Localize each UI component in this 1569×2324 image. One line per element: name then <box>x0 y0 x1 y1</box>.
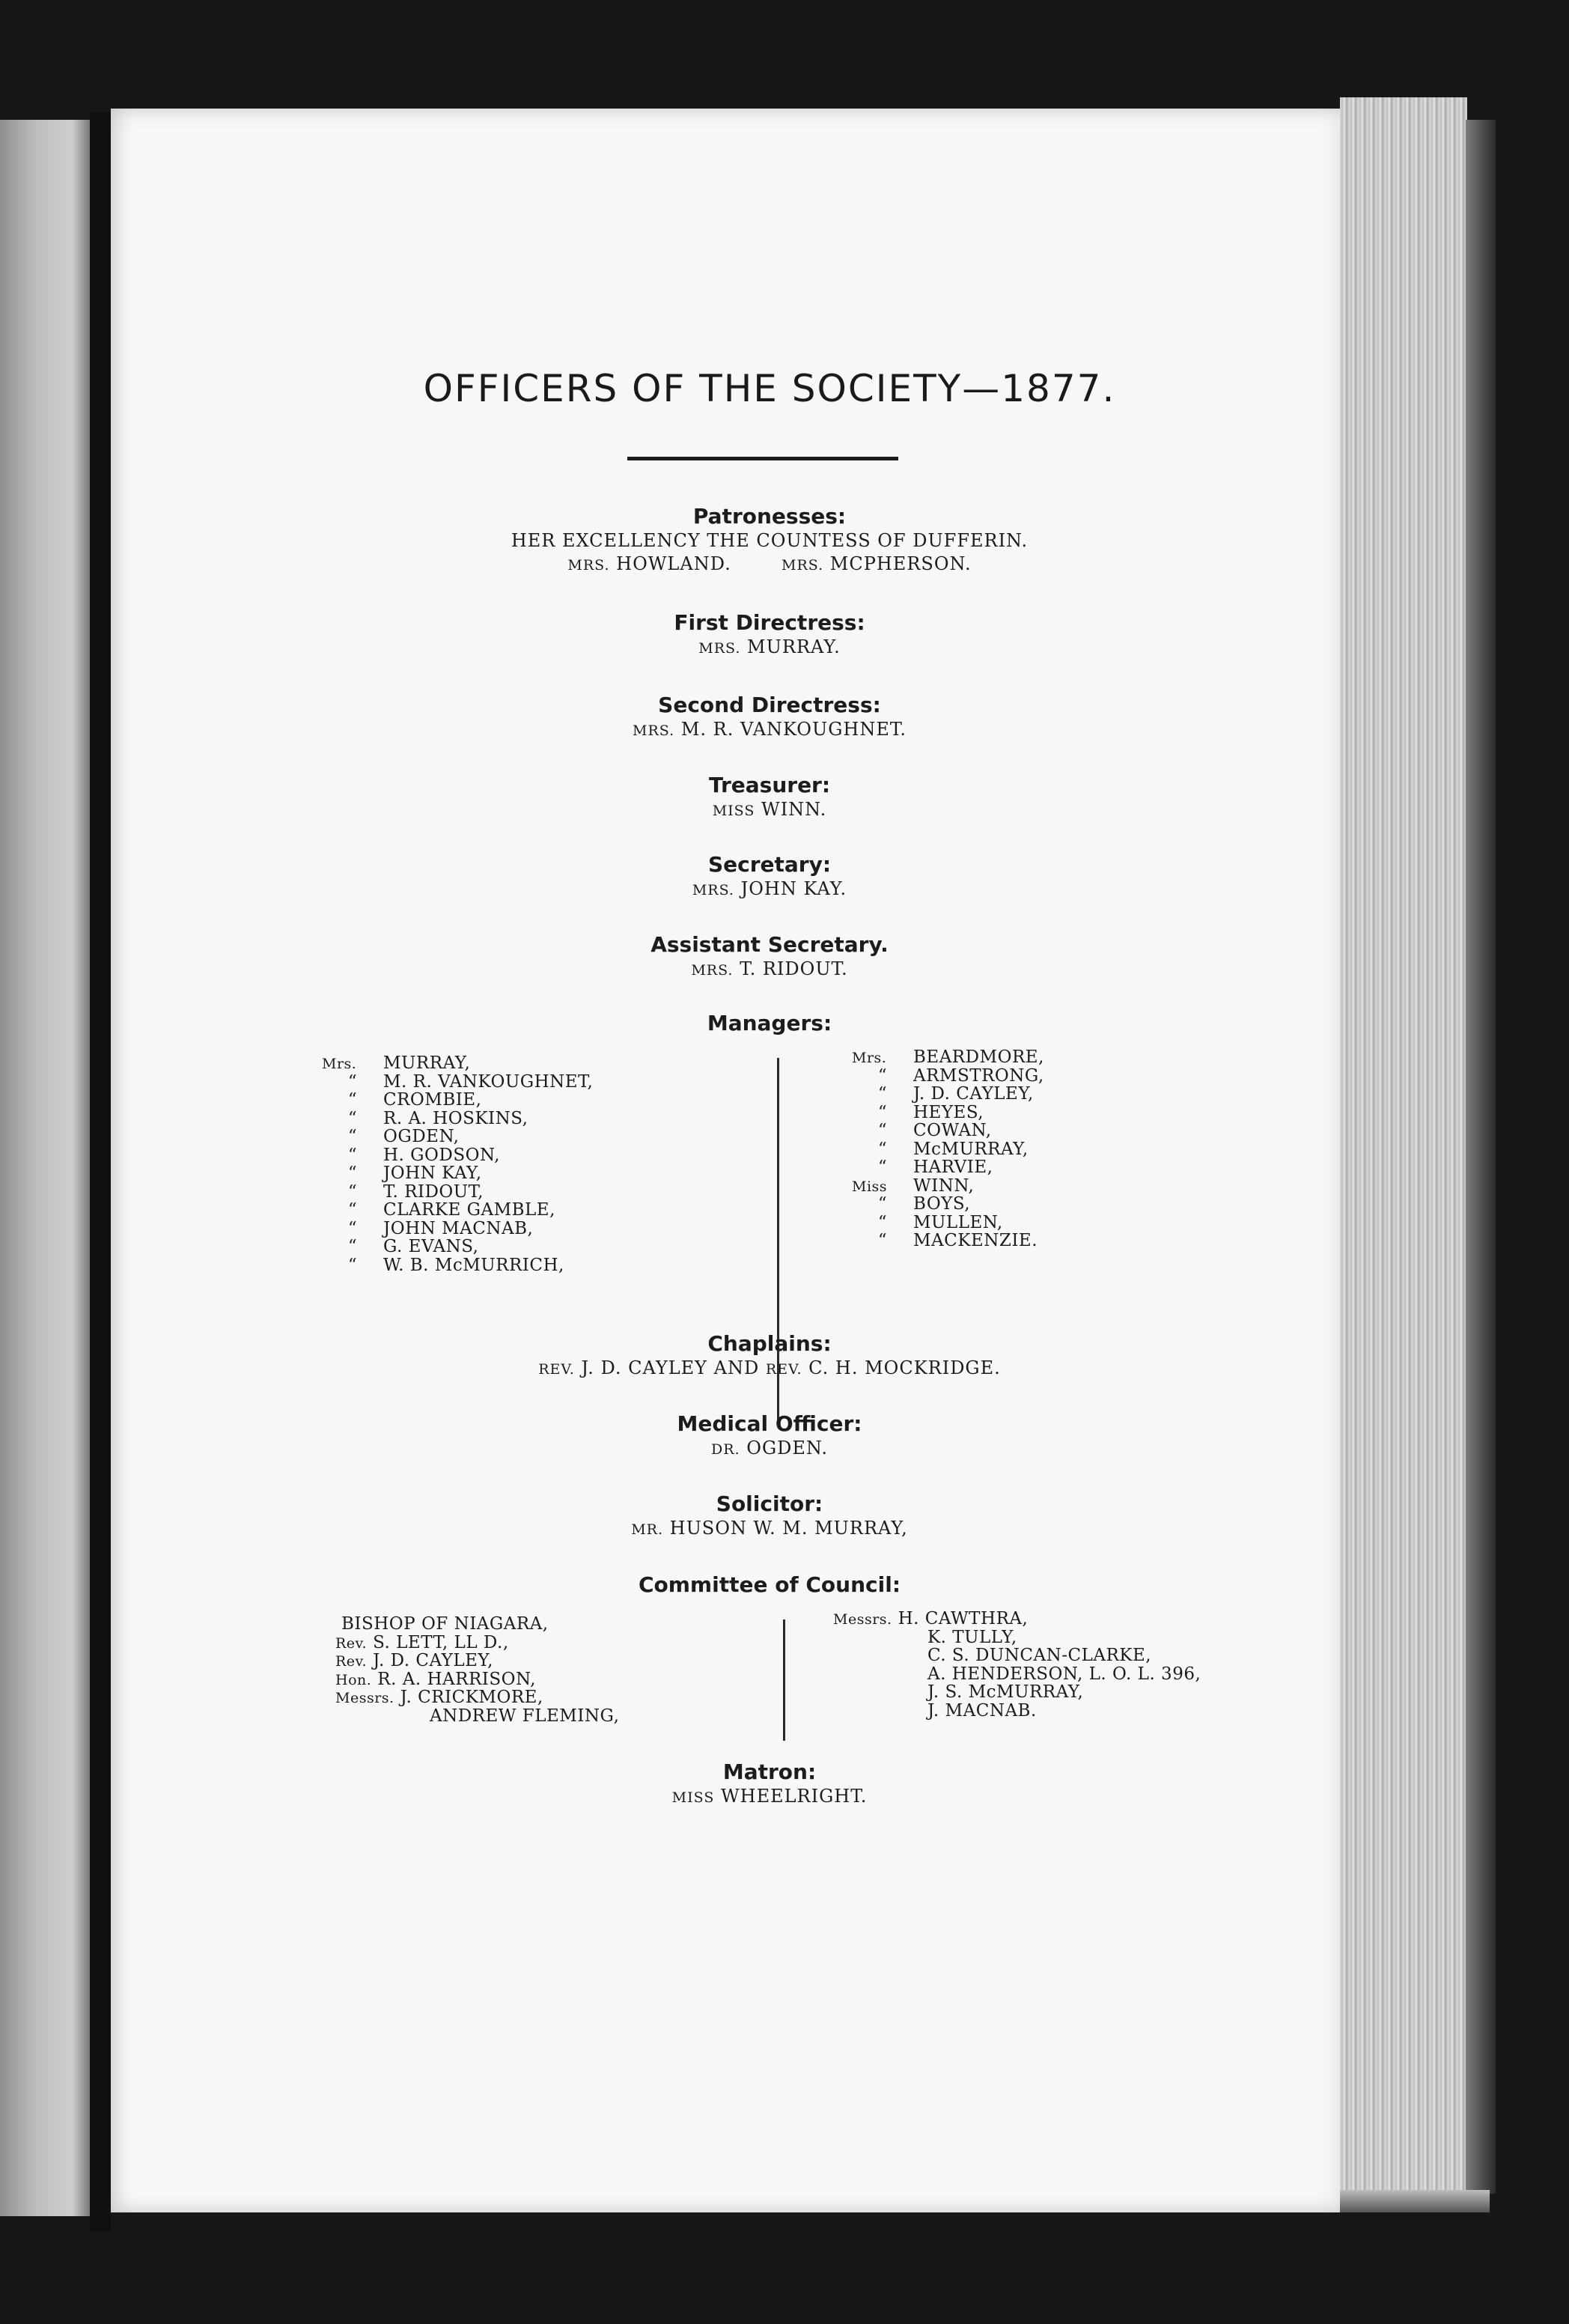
book-gutter <box>90 112 111 2231</box>
matron-heading: Matron: <box>722 1759 817 1784</box>
manager-row <box>852 1122 1044 1140</box>
person-name: MACKENZIE. <box>913 1231 1038 1250</box>
title-prefix: Miss <box>852 1178 888 1195</box>
title-prefix: MRS. <box>782 557 824 574</box>
title-prefix: Rev. <box>335 1634 368 1652</box>
manager-row <box>322 1164 593 1183</box>
treasurer-line <box>111 798 1428 823</box>
committee-row <box>833 1665 1201 1684</box>
person-name: W. B. McMURRICH, <box>383 1255 564 1275</box>
page-edges-shadow <box>1466 120 1496 2194</box>
treasurer-name: WINN. <box>761 799 827 820</box>
title-prefix: “ <box>347 1090 358 1110</box>
manager-row <box>322 1110 593 1128</box>
title-prefix: MRS. <box>633 723 675 739</box>
assistant-secretary-line <box>111 958 1428 982</box>
patronesses-section <box>111 504 1428 577</box>
person-name: R. A. HOSKINS, <box>383 1108 528 1128</box>
committee-row <box>335 1670 619 1689</box>
title-prefix: MR. <box>631 1521 663 1538</box>
person-name: HEYES, <box>913 1102 984 1122</box>
committee-divider <box>783 1619 785 1741</box>
manager-row <box>852 1158 1044 1177</box>
solicitor-heading: Solicitor: <box>716 1491 823 1516</box>
manager-row <box>322 1256 593 1275</box>
assistant-secretary-name: T. RIDOUT. <box>740 958 848 979</box>
person-name: McMURRAY, <box>913 1139 1029 1159</box>
person-name: BOYS, <box>913 1194 971 1214</box>
manager-row <box>322 1146 593 1165</box>
title-prefix: “ <box>347 1145 358 1165</box>
assistant-secretary-section <box>111 932 1428 982</box>
person-name: S. LETT, LL D., <box>373 1632 509 1652</box>
title-prefix: “ <box>347 1218 358 1238</box>
committee-right-column <box>833 1610 1201 1720</box>
title-prefix: “ <box>347 1255 358 1275</box>
managers-right-column <box>852 1048 1044 1250</box>
committee-row <box>335 1707 619 1726</box>
second-directress-section <box>111 693 1428 743</box>
title-prefix: “ <box>877 1102 888 1122</box>
title-prefix: “ <box>877 1084 888 1104</box>
solicitor-name: HUSON W. M. MURRAY, <box>669 1518 908 1539</box>
managers-left-column <box>322 1054 593 1274</box>
managers-heading: Managers: <box>707 1011 832 1035</box>
manager-row <box>852 1177 1044 1196</box>
manager-row <box>322 1238 593 1256</box>
title-prefix: MISS <box>671 1789 715 1806</box>
person-name: G. EVANS, <box>383 1237 479 1256</box>
person-name: ANDREW FLEMING, <box>430 1706 620 1726</box>
title-prefix: MRS. <box>691 962 734 979</box>
title-prefix: “ <box>877 1158 888 1177</box>
title-prefix: “ <box>347 1200 358 1220</box>
committee-row <box>833 1610 1201 1628</box>
patronesses-line-2 <box>111 553 1428 577</box>
title-prefix: “ <box>877 1139 888 1159</box>
person-name: J. D. CAYLEY, <box>913 1084 1034 1104</box>
title-prefix: DR. <box>711 1441 740 1458</box>
chaplain-name: C. H. MOCKRIDGE. <box>808 1357 1001 1378</box>
person-name: K. TULLY, <box>927 1627 1017 1647</box>
person-name: A. HENDERSON, L. O. L. 396, <box>927 1664 1201 1684</box>
treasurer-section <box>111 773 1428 823</box>
page-edges-bottom <box>1340 2190 1490 2212</box>
manager-row <box>322 1201 593 1220</box>
first-directress-section <box>111 610 1428 660</box>
matron-section <box>111 1759 1428 1810</box>
person-name: BEARDMORE, <box>913 1047 1044 1067</box>
title-prefix: MRS. <box>692 882 734 898</box>
title-prefix: “ <box>347 1181 358 1202</box>
matron-name: WHEELRIGHT. <box>720 1786 868 1807</box>
person-name: H. CAWTHRA, <box>898 1609 1029 1628</box>
title-prefix: Mrs. <box>852 1050 887 1066</box>
title-prefix: MISS <box>712 803 755 819</box>
manager-row <box>852 1067 1044 1086</box>
committee-row <box>833 1646 1201 1665</box>
person-name: MURRAY, <box>383 1053 471 1073</box>
secretary-name: JOHN KAY. <box>740 878 847 899</box>
committee-heading: Committee of Council: <box>638 1572 901 1597</box>
person-name: BISHOP OF NIAGARA, <box>341 1614 549 1634</box>
secretary-heading: Secretary: <box>707 852 832 877</box>
first-directress-name: MURRAY. <box>747 636 841 657</box>
patronesses-heading: Patronesses: <box>692 504 847 529</box>
committee-row <box>833 1628 1201 1647</box>
title-prefix: “ <box>347 1237 358 1256</box>
manager-row <box>322 1054 593 1073</box>
title-prefix: Messrs. <box>833 1611 892 1628</box>
title-prefix: “ <box>877 1212 888 1232</box>
committee-row <box>335 1615 619 1634</box>
manager-row <box>322 1183 593 1202</box>
patroness-name: HOWLAND. <box>616 553 731 574</box>
manager-row <box>322 1073 593 1092</box>
manager-row <box>852 1195 1044 1214</box>
person-name: JOHN MACNAB, <box>383 1218 534 1238</box>
person-name: JOHN KAY, <box>383 1163 482 1183</box>
title-prefix: MRS. <box>567 557 610 574</box>
second-directress-name: M. R. VANKOUGHNET. <box>680 719 907 740</box>
title-prefix: MRS. <box>698 640 741 657</box>
secretary-line <box>111 877 1428 902</box>
person-name: MULLEN, <box>913 1212 1003 1232</box>
committee-row <box>833 1683 1201 1702</box>
person-name: OGDEN, <box>383 1127 460 1146</box>
title-prefix: Rev. <box>335 1653 368 1670</box>
matron-line <box>111 1785 1428 1810</box>
manager-row <box>322 1220 593 1238</box>
solicitor-section <box>111 1491 1428 1542</box>
person-name: HARVIE, <box>913 1158 993 1177</box>
person-name: J. D. CAYLEY, <box>373 1651 493 1670</box>
person-name: J. S. McMURRAY, <box>927 1682 1084 1702</box>
person-name: J. MACNAB. <box>927 1700 1037 1721</box>
first-directress-line <box>111 636 1428 660</box>
manager-row <box>852 1085 1044 1104</box>
committee-row <box>335 1634 619 1652</box>
person-name: CROMBIE, <box>383 1090 482 1110</box>
title-prefix: “ <box>347 1127 358 1146</box>
medical-officer-section <box>111 1411 1428 1461</box>
chaplains-heading: Chaplains: <box>707 1331 832 1356</box>
chaplains-line <box>111 1357 1428 1381</box>
title-prefix: “ <box>347 1163 358 1183</box>
title-rule <box>627 457 898 460</box>
title-prefix: “ <box>877 1231 888 1250</box>
title-prefix: Messrs. <box>335 1690 394 1706</box>
patroness-name: MCPHERSON. <box>829 553 972 574</box>
treasurer-heading: Treasurer: <box>708 773 831 797</box>
person-name: ARMSTRONG, <box>913 1065 1044 1086</box>
title-prefix: REV. <box>765 1361 802 1378</box>
title-prefix: “ <box>877 1065 888 1086</box>
title-prefix: “ <box>877 1194 888 1214</box>
second-directress-heading: Second Directress: <box>658 693 881 717</box>
page-title: OFFICERS OF THE SOCIETY—1877. <box>423 367 1116 410</box>
page-content <box>111 109 1353 2212</box>
manager-row <box>852 1048 1044 1067</box>
patroness-countess: HER EXCELLENCY THE COUNTESS OF DUFFERIN. <box>511 530 1029 551</box>
person-name: COWAN, <box>913 1121 992 1140</box>
managers-section <box>111 1011 1428 1036</box>
title-prefix: Mrs. <box>322 1056 357 1072</box>
secretary-section <box>111 852 1428 902</box>
manager-row <box>322 1128 593 1146</box>
page-edges <box>1340 97 1467 2197</box>
manager-row <box>852 1140 1044 1159</box>
committee-section <box>111 1572 1428 1598</box>
chaplains-section <box>111 1331 1428 1381</box>
person-name: H. GODSON, <box>383 1145 500 1165</box>
person-name: R. A. HARRISON, <box>377 1669 536 1689</box>
solicitor-line <box>111 1517 1428 1542</box>
committee-row <box>335 1688 619 1707</box>
person-name: J. CRICKMORE, <box>400 1688 543 1707</box>
medical-officer-heading: Medical Officer: <box>677 1411 862 1436</box>
committee-row <box>833 1702 1201 1721</box>
manager-row <box>852 1104 1044 1122</box>
assistant-secretary-heading: Assistant Secretary. <box>651 932 889 957</box>
title-prefix: “ <box>877 1121 888 1140</box>
medical-officer-line <box>111 1437 1428 1461</box>
manager-row <box>852 1232 1044 1250</box>
chaplain-name: J. D. CAYLEY AND <box>581 1357 760 1378</box>
person-name: C. S. DUNCAN-CLARKE, <box>927 1646 1152 1665</box>
title-prefix: REV. <box>538 1361 575 1378</box>
title-prefix: “ <box>347 1071 358 1092</box>
facing-page-edge <box>0 120 90 2216</box>
manager-row <box>852 1214 1044 1232</box>
committee-row <box>335 1652 619 1670</box>
person-name: M. R. VANKOUGHNET, <box>383 1071 594 1092</box>
medical-officer-name: OGDEN. <box>746 1438 828 1458</box>
committee-left-column <box>335 1615 619 1725</box>
title-prefix: “ <box>347 1108 358 1128</box>
first-directress-heading: First Directress: <box>674 610 865 635</box>
title-prefix: Hon. <box>335 1671 372 1688</box>
person-name: WINN, <box>913 1175 975 1196</box>
person-name: T. RIDOUT, <box>383 1181 484 1202</box>
manager-row <box>322 1091 593 1110</box>
second-directress-line <box>111 718 1428 743</box>
person-name: CLARKE GAMBLE, <box>383 1200 555 1220</box>
